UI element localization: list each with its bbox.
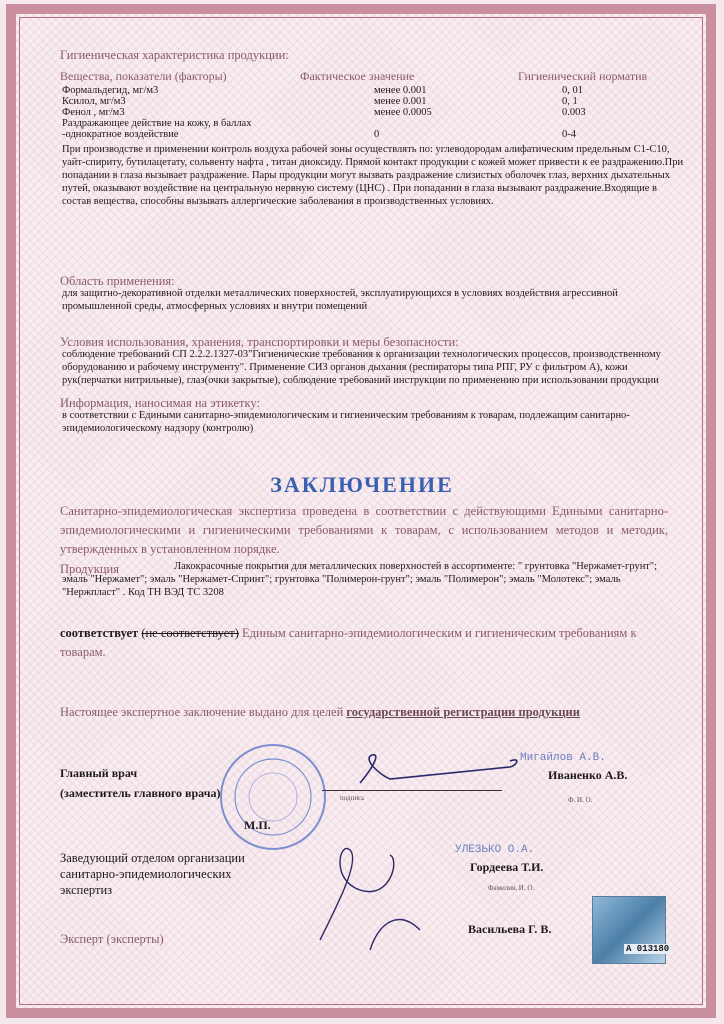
dept-stamp: УЛЕЗЬКО О.А. [455,844,535,856]
product-label: Продукция [60,562,119,576]
purpose-value: государственной регистрации продукции [346,705,580,719]
dept-signature-icon [300,840,440,960]
table-row-actual: 0 [374,129,380,140]
table-row-norm: 0, 1 [562,96,578,107]
conclusion-intro: Санитарно-эпидемиологическая экспертиза проведена в соответствии с действующими Едиными санитарно-эпидемиологическими и гигиеническими требованиями к товарам, с использованием методов и методик, утвержденных в установленном порядке. [60,504,668,556]
deputy-label: (заместитель главного врача) [60,786,221,800]
table-row-name: -однократное воздействие [62,129,179,140]
scope-heading: Область применения: [60,274,175,288]
purpose-prefix: Настоящее экспертное заключение выдано для целей [60,705,344,719]
sign-caption: подпись [340,794,365,802]
product-text: Лакокрасочные покрытия для металлических поверхностей в ассортименте: " грунтовка "Нержамет-грунт"; эмаль "Нержамет"; эмаль "Нержамет-Спринт"; грунтовка "Полимерон-грунт"; эмаль "Полимерон"; эмаль "Молотекс"; эмаль "Нержпласт" . Код ТН ВЭД ТС 3208 [62,561,658,598]
fio-caption-2: Фамилия, И. О. [488,884,535,892]
verdict-conforms: соответствует [60,626,139,640]
serial-number: А 013180 [626,944,670,954]
col-norm: Гигиенический норматив [518,69,648,83]
table-row-norm: 0, 01 [562,85,583,96]
table-row-name: Фенол , мг/м3 [62,107,125,118]
expert-label: Эксперт (эксперты) [60,932,164,946]
chief-signature-icon [350,745,530,795]
conditions-text: соблюдение требований СП 2.2.2.1327-03"Гигиенические требования к организации технологических процессов, производственному оборудованию и рабочему инструменту". Применение СИЗ органов дыхания (респираторы типа РПГ, РУ с фильтром А), кожи рук(перчатки нитрильные), глаз(очки закрытые), соблюдение требований инструкции по применению при использовании продукции [62,349,661,386]
table-row-norm: 0-4 [562,129,576,140]
round-stamp-icon [218,742,328,852]
table-row-actual: менее 0.0005 [374,107,432,118]
table-row-actual: менее 0.001 [374,85,427,96]
col-actual: Фактическое значение [300,69,415,83]
verdict-struck: (не соответствует) [141,626,239,640]
mp-label: М.П. [244,818,271,832]
label-info-heading: Информация, наносимая на этикетку: [60,396,260,410]
hygiene-heading: Гигиеническая характеристика продукции: [60,48,289,62]
chief-stamp: Мигайлов А.В. [520,752,606,764]
verdict-line [60,624,680,662]
table-row-actual: менее 0.001 [374,96,427,107]
chief-label: Главный врач [60,766,138,780]
col-substances: Вещества, показатели (факторы) [60,69,227,83]
table-row-norm: 0.003 [562,107,586,118]
table-row-name: Раздражающее действие на кожу, в баллах [62,118,252,129]
scope-text: для защитно-декоративной отделки металлических поверхностей, эксплуатирующихся в условиях воздействия агрессивной промышленной среды, атмосферных условиях и внутри помещений [62,288,618,312]
expert-name: Васильева Г. В. [468,922,552,936]
fio-caption: Ф. И. О. [568,796,593,804]
signature-line [322,790,502,791]
table-row-name: Ксилол, мг/м3 [62,96,126,107]
dept-label: Заведующий отделом организации санитарно-эпидемиологических экспертиз [60,851,245,897]
dept-name: Гордеева Т.И. [470,860,544,874]
verdict-tail: Единым санитарно-эпидемиологическим и гигиеническим требованиям к товарам. [60,626,637,659]
conclusion-title: ЗАКЛЮЧЕНИЕ [270,472,454,497]
hygiene-notes: При производстве и применении контроль воздуха рабочей зоны осуществлять по: углеводородам алифатическим предельным С1-С10, уайт-спириту, бутилацетату, сольвенту нафта , титан диоксиду. Прямой контакт продукции с кожей может привести к ее раздражению.При попадании в глаза вызывает раздражение. Пары продукции могут вызвать раздражение слизистых оболочек глаз, верхних дыхательных путей, оказывают воздействие на центральную нервную систему (ЦНС) . При попадании в глаза вызывают раздражение.Входящие в состав вещества, способны вызывать аллергические заболевания в производственных условиях. [62,144,684,207]
purpose-line [60,705,580,720]
chief-name: Иваненко А.В. [548,768,628,782]
conditions-heading: Условия использования, хранения, транспортировки и меры безопасности: [60,335,459,349]
label-info-text: в соответствии с Едиными санитарно-эпидемиологическим и гигиеническим требованиям к товарам, подлежащим санитарно-эпидемиологическому надзору (контролю) [62,410,630,434]
table-row-name: Формальдегид, мг/м3 [62,85,159,96]
